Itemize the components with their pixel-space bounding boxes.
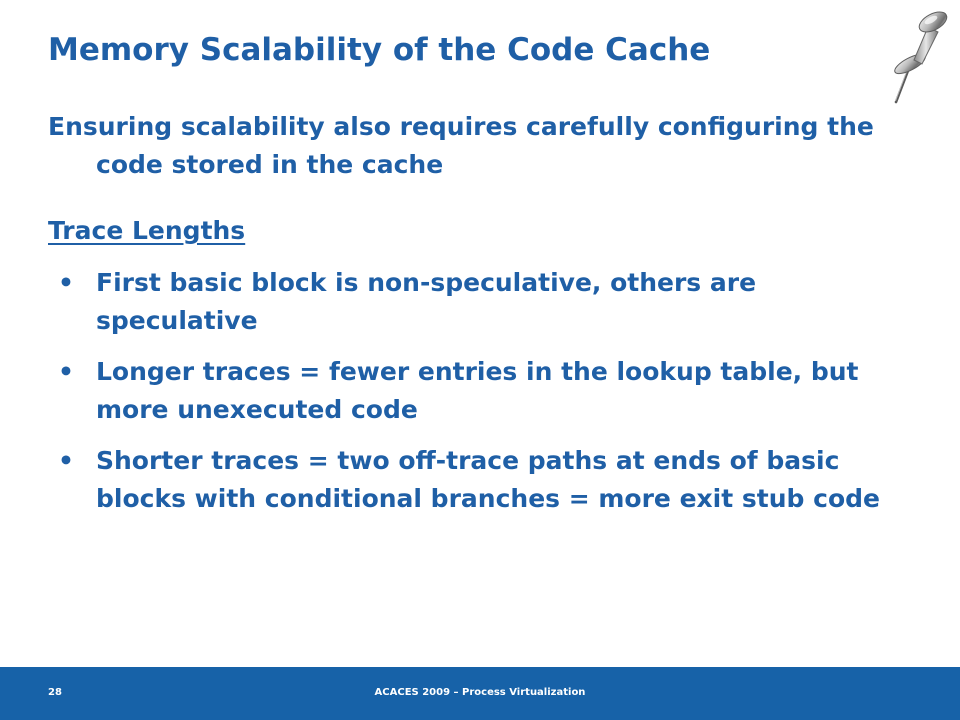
bullet-item — [48, 442, 908, 518]
slide-number: 28 — [48, 687, 62, 698]
section-heading: Trace Lengths — [48, 216, 246, 245]
bullet-text: Longer traces = fewer entries in the lookup table, but more unexecuted code — [96, 357, 859, 424]
bullet-dot-icon: • — [58, 446, 74, 475]
bullet-item — [48, 264, 908, 340]
slide-title: Memory Scalability of the Code Cache — [48, 32, 711, 68]
bullet-dot-icon: • — [58, 268, 74, 297]
intro-paragraph: Ensuring scalability also requires carefully configuring the code stored in the cache — [48, 112, 874, 179]
pushpin-icon — [876, 2, 956, 108]
footer-caption: ACACES 2009 – Process Virtualization — [374, 687, 586, 698]
bullet-text: First basic block is non-speculative, others are speculative — [96, 268, 757, 335]
bullet-text: Shorter traces = two off-trace paths at ends of basic blocks with conditional branches = more exit stub code — [96, 446, 880, 513]
bullet-item — [48, 353, 908, 429]
footer-bar — [0, 667, 960, 720]
bullet-dot-icon: • — [58, 357, 74, 386]
bullet-list — [48, 264, 908, 531]
